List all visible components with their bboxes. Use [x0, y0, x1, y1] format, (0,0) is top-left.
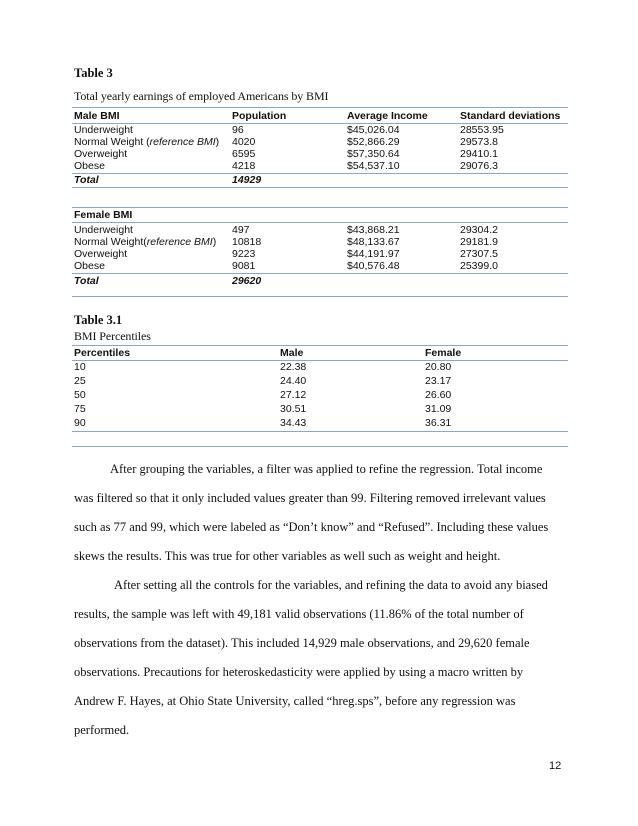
table-rule [72, 273, 568, 274]
table-row [72, 136, 568, 148]
text-line: skews the results. This was true for other variables as well such as weight and height. [74, 549, 501, 563]
table-row [72, 236, 568, 248]
table-cell: $52,866.29 [347, 136, 400, 148]
table-rule [72, 345, 568, 346]
table-cell: 24.40 [280, 375, 307, 387]
table-cell: Underweight [74, 224, 133, 236]
table-cell: 20.80 [425, 361, 452, 373]
table-cell: $45,026.04 [347, 124, 400, 136]
table-row [72, 375, 568, 387]
table-cell: 23.17 [425, 375, 452, 387]
table-cell: 29410.1 [460, 148, 498, 160]
table-rule [72, 222, 568, 223]
table-cell: 34.43 [280, 417, 307, 429]
table-cell: 36.31 [425, 417, 452, 429]
table-cell: 497 [232, 224, 250, 236]
table-total-row [72, 174, 568, 186]
table-row [72, 403, 568, 415]
table-3-subtitle: Total yearly earnings of employed Americans by BMI [74, 89, 329, 103]
table-row [72, 224, 568, 236]
table-cell: 22.38 [280, 361, 307, 373]
table-row [72, 361, 568, 373]
table-cell: $48,133.67 [347, 236, 400, 248]
table-cell: Total [74, 174, 99, 186]
table-cell: 9081 [232, 260, 256, 272]
table-cell: 14929 [232, 174, 262, 186]
header-cell: Male [280, 347, 304, 359]
table-row [72, 248, 568, 260]
text-line: was filtered so that it only included values greater than 99. Filtering removed irrelevant values [74, 491, 546, 505]
table-cell: $43,868.21 [347, 224, 400, 236]
table-row [72, 260, 568, 272]
text-line: observations. Precautions for heteroskedasticity were applied by using a macro written by [74, 665, 524, 679]
table-header-row [72, 209, 568, 221]
table-cell: 75 [74, 403, 86, 415]
table-cell: 26.60 [425, 389, 452, 401]
text-line: results, the sample was left with 49,181 valid observations (11.86% of the total number of [74, 607, 524, 621]
table-cell: 28553.95 [460, 124, 504, 136]
table-cell: 10818 [232, 236, 262, 248]
table-cell: 29076.3 [460, 160, 498, 172]
table-row [72, 160, 568, 172]
table-header-row [72, 347, 568, 359]
table-cell: 30.51 [280, 403, 307, 415]
table-cell: 29181.9 [460, 236, 498, 248]
table-row [72, 124, 568, 136]
table-cell: 29304.2 [460, 224, 498, 236]
table-cell: Normal Weight (reference BMI) [74, 136, 220, 148]
table-cell: Underweight [74, 124, 133, 136]
table-3-1-subtitle: BMI Percentiles [74, 329, 151, 343]
table-rule [72, 107, 568, 108]
table-cell: 90 [74, 417, 86, 429]
table-rule [72, 446, 568, 447]
table-row [72, 417, 568, 429]
header-cell: Average Income [347, 110, 428, 122]
text-line: performed. [74, 723, 130, 737]
table-cell: Obese [74, 260, 105, 272]
table-cell: Obese [74, 160, 105, 172]
header-cell: Standard deviations [460, 110, 561, 122]
table-rule [72, 296, 568, 297]
table-cell: 6595 [232, 148, 256, 160]
table-cell: 27.12 [280, 389, 307, 401]
table-rule [72, 207, 568, 208]
table-cell: $44,191.97 [347, 248, 400, 260]
table-3-1 [72, 345, 568, 450]
table-cell: Total [74, 275, 99, 287]
table-cell: 25399.0 [460, 260, 498, 272]
header-cell: Percentiles [74, 347, 131, 359]
table-row [72, 148, 568, 160]
header-cell: Female [425, 347, 462, 359]
table-cell: 10 [74, 361, 86, 373]
table-cell: Normal Weight(reference BMI) [74, 236, 217, 248]
text-line: Andrew F. Hayes, at Ohio State University, called “hreg.sps”, before any regression was [74, 694, 516, 708]
table-cell: 4020 [232, 136, 256, 148]
table-cell: 25 [74, 375, 86, 387]
header-cell: Male BMI [74, 110, 120, 122]
table-cell: 50 [74, 389, 86, 401]
table-cell: 9223 [232, 248, 256, 260]
text-line: observations from the dataset). This included 14,929 male observations, and 29,620 female [74, 636, 530, 650]
text-line: such as 77 and 99, which were labeled as “Don’t know” and “Refused”. Including these values [74, 520, 549, 534]
table-total-row [72, 275, 568, 287]
table-3-title: Table 3 [74, 66, 113, 80]
table-cell: 4218 [232, 160, 256, 172]
text-line: After grouping the variables, a filter was applied to refine the regression. Total income [110, 462, 543, 476]
header-cell: Population [232, 110, 287, 122]
table-cell: Overweight [74, 248, 128, 260]
page-number: 12 [549, 760, 562, 772]
table-rule [72, 187, 568, 188]
table-header-row [72, 110, 568, 122]
table-cell: $40,576.48 [347, 260, 400, 272]
table-cell: 27307.5 [460, 248, 498, 260]
table-cell: 31.09 [425, 403, 452, 415]
table-cell: $57,350.64 [347, 148, 400, 160]
table-cell: $54,537.10 [347, 160, 400, 172]
table-row [72, 389, 568, 401]
table-cell: 29573.8 [460, 136, 498, 148]
table-cell: 96 [232, 124, 244, 136]
header-cell: Female BMI [74, 209, 133, 221]
table-cell: Overweight [74, 148, 128, 160]
table-rule [72, 431, 568, 432]
table-3 [72, 107, 568, 307]
table-3-1-title: Table 3.1 [74, 313, 123, 327]
text-line: After setting all the controls for the variables, and refining the data to avoid any biased [114, 578, 548, 592]
table-cell: 29620 [232, 275, 262, 287]
